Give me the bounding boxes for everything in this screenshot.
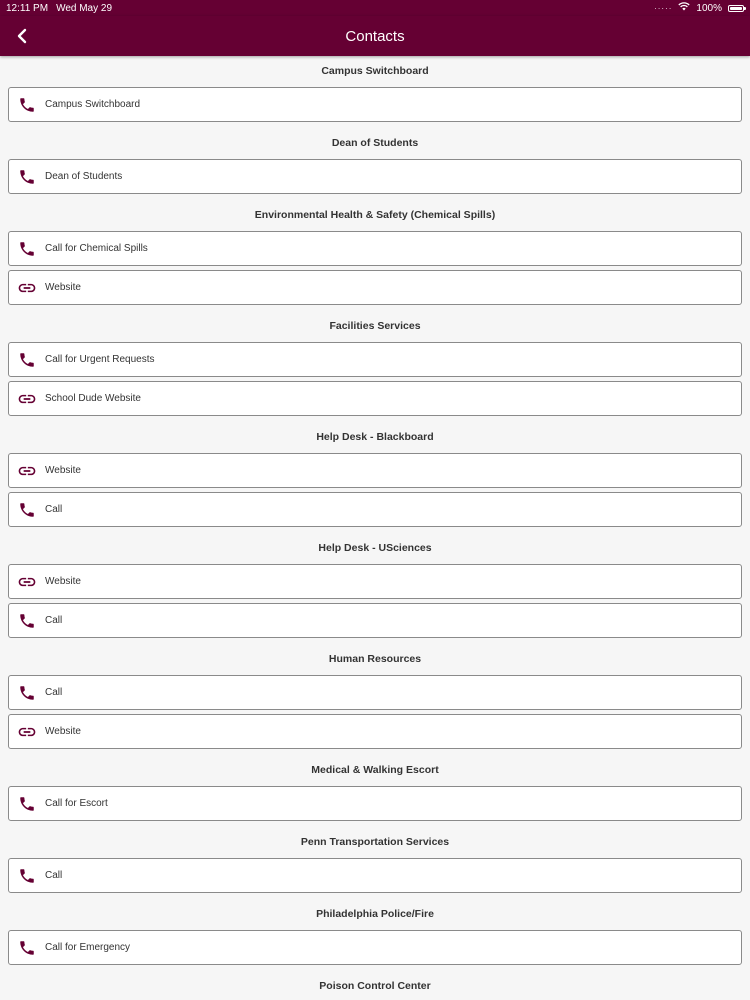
section-header: Facilities Services [329,320,421,332]
phone-icon [17,683,37,703]
phone-icon [17,167,37,187]
phone-icon [17,611,37,631]
row-label: Call [45,504,63,515]
call-row[interactable] [8,858,742,893]
status-time: 12:11 PM [6,2,49,14]
row-label: Call [45,870,63,881]
contact-section [0,422,750,527]
row-label: Website [45,282,81,293]
website-row[interactable] [8,453,742,488]
website-row[interactable] [8,564,742,599]
phone-icon [17,500,37,520]
contacts-list[interactable] [0,56,750,1000]
row-label: Call [45,615,63,626]
call-row[interactable] [8,87,742,122]
contact-section [0,644,750,749]
contact-section [0,533,750,638]
call-row[interactable] [8,342,742,377]
page-title: Contacts [345,27,405,45]
section-header: Penn Transportation Services [300,836,450,848]
chevron-left-icon [15,28,29,44]
section-header: Dean of Students [331,137,419,149]
section-header: Philadelphia Police/Fire [316,908,434,920]
battery-icon [728,5,744,12]
contact-section [0,128,750,194]
status-bar [0,0,750,16]
section-header: Environmental Health & Safety (Chemical Spills) [254,209,496,221]
link-icon [17,278,37,298]
link-icon [17,461,37,481]
phone-icon [17,239,37,259]
contact-section [0,311,750,416]
website-row[interactable] [8,270,742,305]
call-row[interactable] [8,231,742,266]
call-row[interactable] [8,930,742,965]
contact-section [0,827,750,893]
row-label: School Dude Website [45,393,141,404]
contact-section [0,200,750,305]
phone-icon [17,866,37,886]
call-row[interactable] [8,159,742,194]
contact-section [0,899,750,965]
call-row[interactable] [8,786,742,821]
section-header: Medical & Walking Escort [311,764,439,776]
call-row[interactable] [8,675,742,710]
call-row[interactable] [8,492,742,527]
link-icon [17,389,37,409]
link-icon [17,722,37,742]
wifi-icon [678,2,690,14]
section-header: Human Resources [328,653,422,665]
website-row[interactable] [8,381,742,416]
section-header: Campus Switchboard [321,65,429,77]
contact-section [0,56,750,122]
phone-icon [17,938,37,958]
contact-section [0,755,750,821]
phone-icon [17,95,37,115]
link-icon [17,572,37,592]
row-label: Call for Chemical Spills [45,243,148,254]
section-header: Help Desk - Blackboard [316,431,434,443]
row-label: Campus Switchboard [45,99,141,110]
row-label: Website [45,465,81,476]
row-label: Website [45,576,81,587]
website-row[interactable] [8,714,742,749]
section-header: Poison Control Center [319,980,431,992]
phone-icon [17,794,37,814]
contact-section [0,971,750,1000]
phone-icon [17,350,37,370]
status-date: Wed May 29 [56,2,113,14]
nav-bar [0,16,750,56]
row-label: Call [45,687,63,698]
signal-icon: ····· [654,3,673,13]
section-header: Help Desk - USciences [318,542,432,554]
battery-percent: 100% [696,2,722,14]
row-label: Call for Emergency [45,942,131,953]
call-row[interactable] [8,603,742,638]
row-label: Call for Urgent Requests [45,354,155,365]
row-label: Dean of Students [45,171,123,182]
back-button[interactable] [10,24,34,48]
row-label: Call for Escort [45,798,108,809]
row-label: Website [45,726,81,737]
